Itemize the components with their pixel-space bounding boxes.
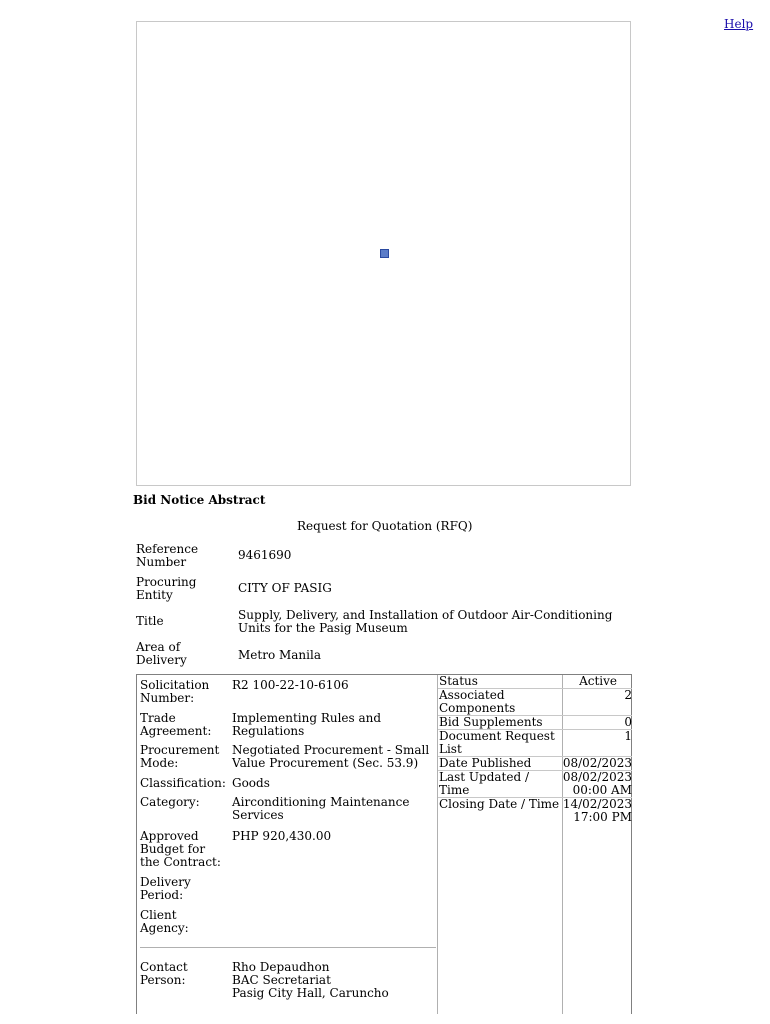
contact-name: Rho Depaudhon [232, 960, 330, 974]
contact-address: Pasig City Hall, Caruncho [232, 986, 389, 1000]
reference-number: 9461690 [238, 548, 292, 562]
procuring-entity: CITY OF PASIG [238, 581, 332, 595]
updated-label: Last Updated / Time [439, 770, 530, 797]
doc-request-label: Document Request List [439, 729, 555, 756]
abstract-title: Bid Notice Abstract [133, 493, 266, 507]
solicitation-value: R2 100-22-10-6106 [232, 678, 349, 692]
published-label: Date Published [439, 756, 532, 770]
reference-number-label: Reference Number [136, 542, 199, 569]
supplements-value: 0 [624, 715, 632, 729]
updated-date: 08/02/2023 [562, 770, 632, 784]
updated-time: 00:00 AM [572, 783, 632, 797]
divider [140, 947, 436, 948]
supplements-label: Bid Supplements [439, 715, 543, 729]
procuring-entity-label: Procuring Entity [136, 575, 197, 602]
help-link[interactable]: Help [724, 17, 754, 31]
published-value: 08/02/2023 [562, 756, 632, 770]
status-label: Status [439, 674, 478, 688]
abc-value: PHP 920,430.00 [232, 829, 332, 843]
components-label: Associated Components [439, 688, 516, 715]
category-value: Airconditioning Maintenance Services [232, 795, 410, 822]
trade-value: Implementing Rules and Regulations [232, 711, 382, 738]
notice-type: Request for Quotation (RFQ) [297, 519, 473, 533]
classification-value: Goods [232, 776, 270, 790]
closing-label: Closing Date / Time [439, 797, 560, 811]
area-label: Area of Delivery [136, 640, 187, 667]
solicitation-label: Solicitation Number: [140, 678, 210, 705]
category-label: Category: [140, 795, 200, 809]
client-label: Client Agency: [140, 908, 189, 935]
abc-label: Approved Budget for the Contract: [140, 829, 221, 869]
doc-request-value: 1 [624, 729, 632, 743]
area-value: Metro Manila [238, 648, 321, 662]
closing-date: 14/02/2023 [562, 797, 632, 811]
status-value: Active [579, 674, 617, 688]
contact-office: BAC Secretariat [232, 973, 331, 987]
status-column-divider [562, 675, 563, 1014]
contact-label: Contact Person: [140, 960, 188, 987]
mode-label: Procurement Mode: [140, 743, 220, 770]
title-value: Supply, Delivery, and Installation of Outdoor Air-Conditioning Units for the Pasig Museum [238, 608, 613, 635]
trade-label: Trade Agreement: [140, 711, 212, 738]
mode-value: Negotiated Procurement - Small Value Procurement (Sec. 53.9) [232, 743, 430, 770]
title-label: Title [136, 614, 164, 628]
classification-label: Classification: [140, 776, 226, 790]
components-value: 2 [624, 688, 632, 702]
delivery-label: Delivery Period: [140, 875, 191, 902]
closing-time: 17:00 PM [573, 810, 632, 824]
broken-image-icon [380, 249, 389, 258]
